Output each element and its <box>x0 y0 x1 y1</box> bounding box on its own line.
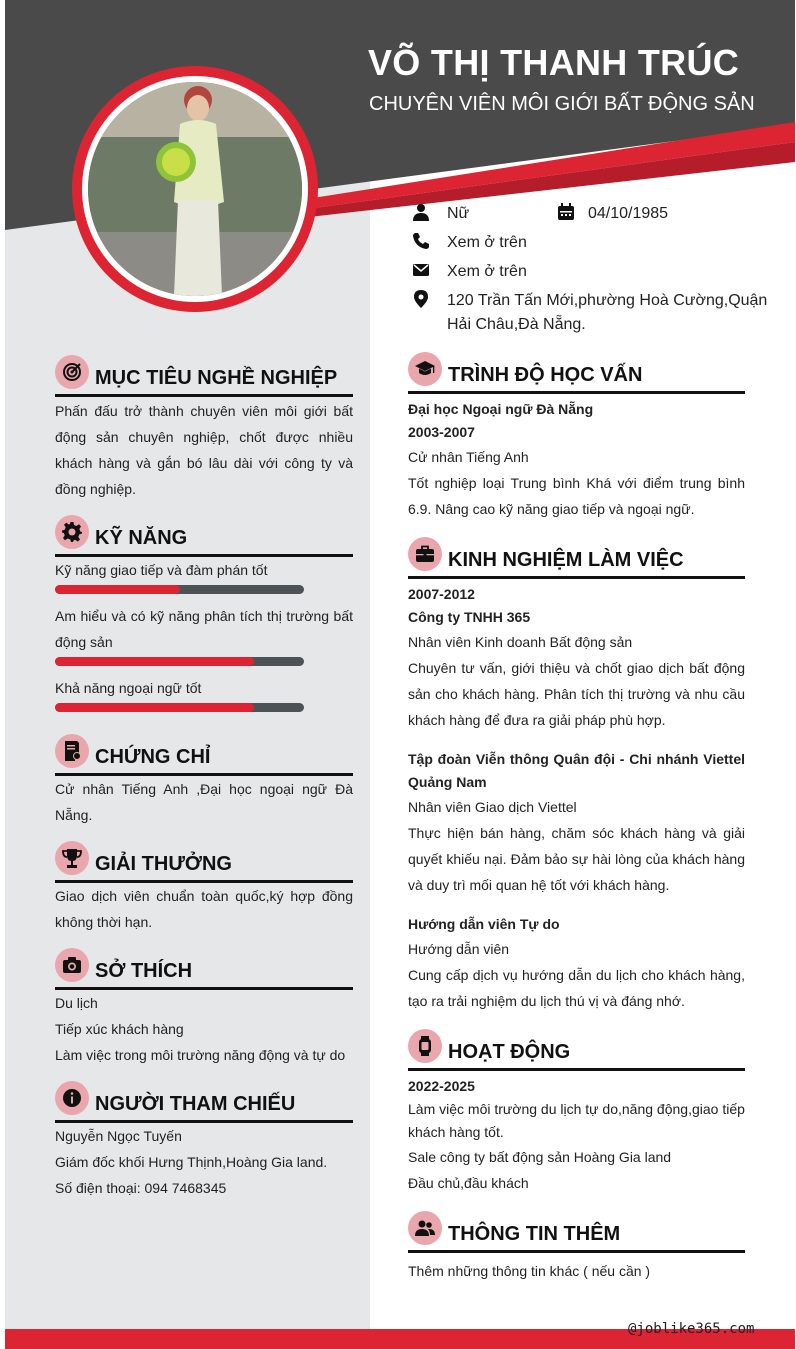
address-value <box>447 289 767 337</box>
objective-heading <box>55 355 353 397</box>
camera-icon <box>55 948 89 982</box>
skill-bar-fill <box>55 585 180 594</box>
education-heading <box>408 352 745 394</box>
trophy-icon <box>55 841 89 875</box>
hobbies-list <box>55 990 353 1068</box>
job-company: Hướng dẫn viên Tự do <box>408 916 560 932</box>
avatar <box>88 82 302 296</box>
certificates-title: CHỨNG CHỈ <box>95 746 211 768</box>
references-heading <box>55 1081 353 1123</box>
list-item: Giám đốc khối Hưng Thịnh,Hoàng Gia land. <box>55 1154 328 1170</box>
page-margin <box>0 0 5 1349</box>
certificates-heading <box>55 734 353 776</box>
skill-bar-fill <box>55 703 254 712</box>
skill-bar <box>55 703 304 712</box>
activities-heading <box>408 1029 745 1071</box>
list-item: Làm việc môi trường du lịch tự do,năng động,giao tiếp khách hàng tốt. <box>408 1101 745 1140</box>
info-icon <box>55 1081 89 1115</box>
phone-icon <box>412 232 430 250</box>
list-item: Sale công ty bất động sản Hoàng Gia land <box>408 1149 672 1165</box>
education-degree: Cử nhân Tiếng Anh <box>408 449 529 465</box>
education-title: TRÌNH ĐỘ HỌC VẤN <box>448 364 643 386</box>
list-item: Số điện thoại: 094 7468345 <box>55 1180 227 1196</box>
smartwatch-icon <box>408 1029 442 1063</box>
activities-entry <box>408 1075 745 1196</box>
awards-heading <box>55 841 353 883</box>
objective-title: MỤC TIÊU NGHỀ NGHIỆP <box>95 367 338 389</box>
experience-entry <box>408 913 745 1014</box>
birthday-row <box>557 202 668 226</box>
skills-title: KỸ NĂNG <box>95 527 188 549</box>
experience-heading <box>408 537 745 579</box>
extra-info-title: THÔNG TIN THÊM <box>448 1223 621 1245</box>
calendar-icon <box>557 203 575 221</box>
hobbies-title: SỞ THÍCH <box>95 960 193 982</box>
extra-info-heading <box>408 1211 745 1253</box>
list-item: Du lịch <box>55 995 98 1011</box>
address-line-2: Hải Châu,Đà Nẵng. <box>447 316 586 333</box>
education-entry <box>408 398 745 522</box>
user-icon <box>412 203 430 221</box>
birthday-value: 04/10/1985 <box>588 205 669 222</box>
users-icon <box>408 1211 442 1245</box>
list-item: Đầu chủ,đầu khách <box>408 1175 529 1191</box>
gender-value: Nữ <box>447 205 470 222</box>
briefcase-icon <box>408 537 442 571</box>
job-position: Nhân viên Giao dịch Viettel <box>408 799 577 815</box>
certificate-icon <box>55 734 89 768</box>
email-value: Xem ở trên <box>447 263 527 280</box>
job-company: Công ty TNHH 365 <box>408 609 531 625</box>
experience-title: KINH NGHIỆM LÀM VIỆC <box>448 549 684 571</box>
references-title: NGƯỜI THAM CHIẾU <box>95 1093 296 1115</box>
candidate-job-title: CHUYÊN VIÊN MÔI GIỚI BẤT ĐỘNG SẢN <box>369 93 755 115</box>
job-position: Nhân viên Kinh doanh Bất động sản <box>408 634 633 650</box>
skill-bar <box>55 657 304 666</box>
awards-title: GIẢI THƯỞNG <box>95 853 232 875</box>
candidate-name: VÕ THỊ THANH TRÚC <box>368 42 740 83</box>
skill-label: Khả năng ngoại ngữ tốt <box>55 680 202 696</box>
experience-entry <box>408 748 745 898</box>
job-position: Hướng dẫn viên <box>408 941 510 957</box>
job-description: Chuyên tư vấn, giới thiệu và chốt giao dịch bất động sản cho khách hàng. Phân tích thị trường và nhu cầu khách hàng để đưa ra giải pháp phù hợp. <box>408 660 745 728</box>
skill-bar <box>55 585 304 594</box>
graduation-cap-icon <box>408 352 442 386</box>
references-list <box>55 1123 353 1201</box>
skills-heading <box>55 515 353 557</box>
watermark: @joblike365.com <box>628 1321 755 1337</box>
skill-bar-fill <box>55 657 254 666</box>
phone-value: Xem ở trên <box>447 234 527 251</box>
list-item: Làm việc trong môi trường năng động và tự do <box>55 1047 346 1063</box>
envelope-icon <box>412 261 430 279</box>
extra-info-text: Thêm những thông tin khác ( nếu cần ) <box>408 1263 651 1279</box>
skill-label: Kỹ năng giao tiếp và đàm phán tốt <box>55 562 268 578</box>
job-description: Thực hiện bán hàng, chăm sóc khách hàng và giải quyết khiếu nại. Đảm bảo sự hài lòng của khách hàng và duy trì mối quan hệ tốt với khách hàng. <box>408 825 745 893</box>
certificates-text: Cử nhân Tiếng Anh ,Đại học ngoại ngữ Đà Nẵng. <box>55 781 353 823</box>
gear-icon <box>55 515 89 549</box>
job-years: 2007-2012 <box>408 586 475 602</box>
experience-entry <box>408 583 745 733</box>
activities-title: HOẠT ĐỘNG <box>448 1041 571 1063</box>
gender-row <box>412 202 469 226</box>
map-pin-icon <box>412 290 430 308</box>
email-row <box>412 260 527 284</box>
hobbies-heading <box>55 948 353 990</box>
phone-row <box>412 231 527 255</box>
education-years: 2003-2007 <box>408 424 475 440</box>
skill-label: Am hiểu và có kỹ năng phân tích thị trường bất động sản <box>55 608 353 650</box>
address-row <box>412 289 767 337</box>
target-icon <box>55 355 89 389</box>
education-school: Đại học Ngoại ngữ Đà Nẵng <box>408 401 594 417</box>
list-item: Tiếp xúc khách hàng <box>55 1021 184 1037</box>
job-description: Cung cấp dịch vụ hướng dẫn du lịch cho khách hàng, tạo ra trải nghiệm du lịch thú vị và đáng nhớ. <box>408 967 745 1009</box>
address-line-1: 120 Trần Tấn Mới,phường Hoà Cường,Quận <box>447 292 768 309</box>
objective-text: Phấn đấu trở thành chuyên viên môi giới bất động sản chuyên nghiệp, chốt được nhiều khách hàng và gắn bó lâu dài với công ty và đồng nghiệp. <box>55 403 353 497</box>
job-company: Tập đoàn Viễn thông Quân đội - Chi nhánh Viettel Quảng Nam <box>408 751 745 790</box>
education-description: Tốt nghiệp loại Trung bình Khá với điểm trung bình 6.9. Nâng cao kỹ năng giao tiếp và ngoại ngữ. <box>408 475 745 517</box>
activities-years: 2022-2025 <box>408 1078 475 1094</box>
list-item: Nguyễn Ngọc Tuyến <box>55 1128 182 1144</box>
awards-text: Giao dịch viên chuẩn toàn quốc,ký hợp đồng không thời hạn. <box>55 888 353 930</box>
